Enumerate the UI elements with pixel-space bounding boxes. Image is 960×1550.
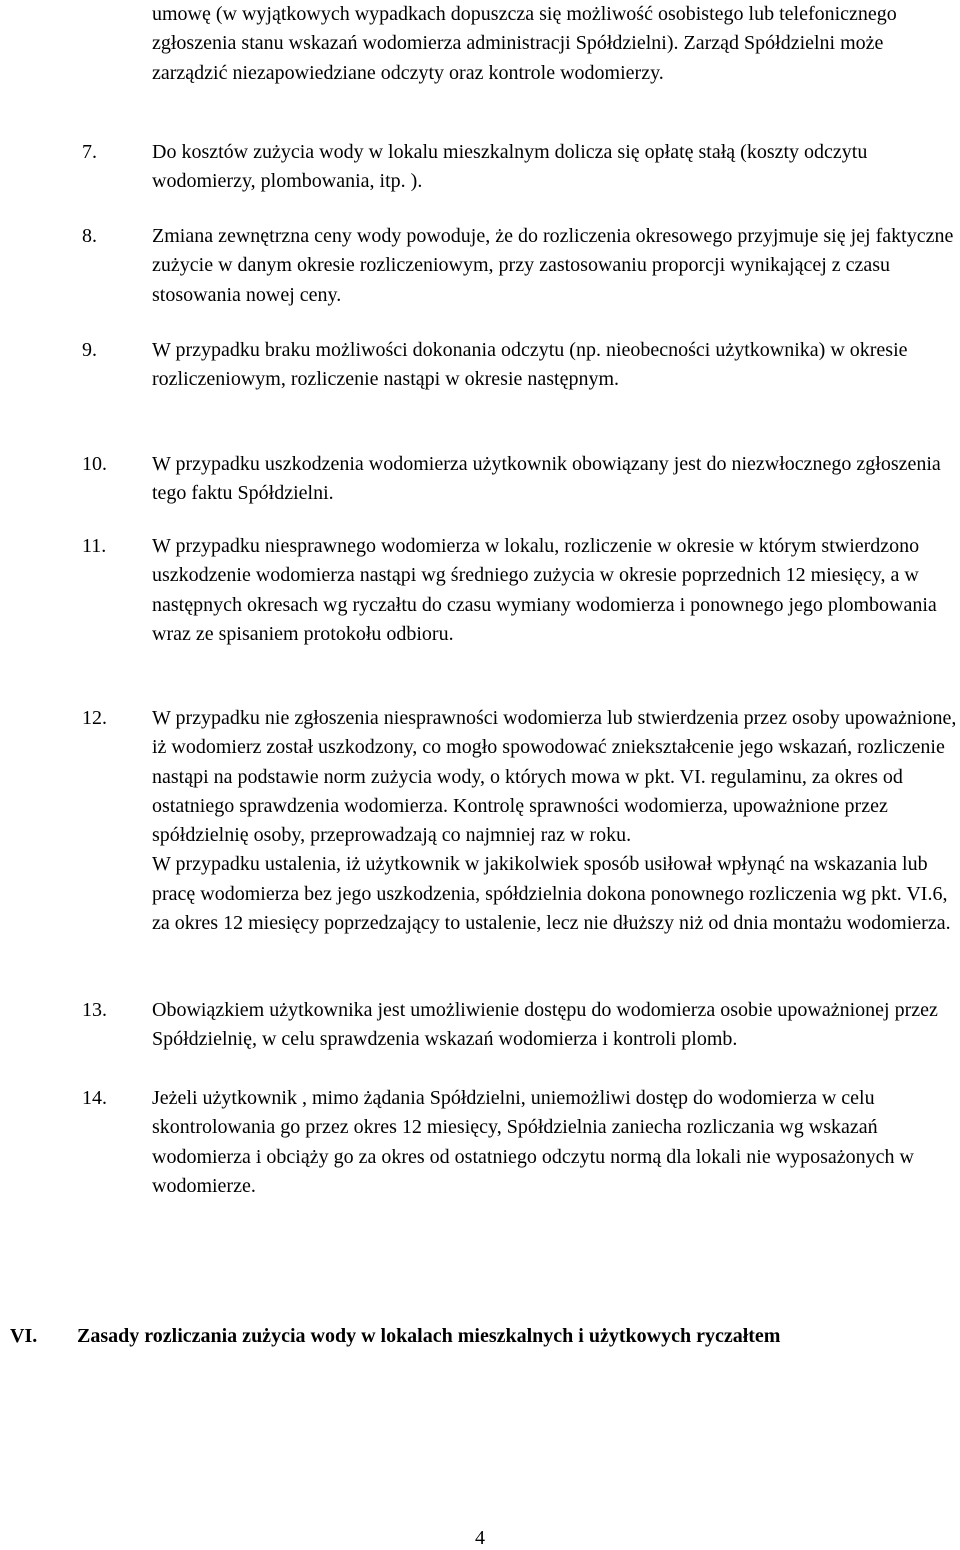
list-item-text-continued: W przypadku ustalenia, iż użytkownik w jakikolwiek sposób usiłował wpłynąć na wskazania lub pracę wodomierza bez jego uszkodzenia, spółdzielnia dokona ponownego rozliczenia wg pkt. VI.6, za okres 12 miesięcy poprzedzający to ustalenie, lecz nie dłuższy niż od dnia montażu wodomierza. <box>152 853 951 935</box>
list-number: 14. <box>82 1087 107 1109</box>
page-number: 4 <box>475 1527 485 1549</box>
list-item-10 <box>82 450 960 509</box>
list-item-text: Do kosztów zużycia wody w lokalu mieszkalnym dolicza się opłatę stałą (koszty odczytu wodomierzy, plombowania, itp. ). <box>152 141 868 193</box>
list-item-7 <box>82 138 960 197</box>
list-number: 7. <box>82 141 97 163</box>
paragraph-text: umowę (w wyjątkowych wypadkach dopuszcza się możliwość osobistego lub telefonicznego zgłoszenia stanu wskazań wodomierza administracji Spółdzielni). Zarząd Spółdzielni może zarządzić niezapowiedziane odczyty oraz kontrole wodomierzy. <box>152 3 897 84</box>
list-item-9 <box>82 336 960 395</box>
list-number: 11. <box>82 535 107 557</box>
list-item-12 <box>82 704 960 938</box>
list-number: 8. <box>82 225 97 247</box>
list-item-text: Zmiana zewnętrzna ceny wody powoduje, że do rozliczenia okresowego przyjmuje się jej faktyczne zużycie w danym okresie rozliczeniowym, przy zastosowaniu proporcji wynikającej z czasu stosowania nowej ceny. <box>152 225 954 306</box>
paragraph-continuation <box>152 0 960 88</box>
list-item-text: Obowiązkiem użytkownika jest umożliwienie dostępu do wodomierza osobie upoważnionej przez Spółdzielnię, w celu sprawdzenia wskazań wodomierza i kontroli plomb. <box>152 999 938 1051</box>
list-number: 10. <box>82 453 107 475</box>
list-number: 12. <box>82 707 107 729</box>
list-item-text: W przypadku nie zgłoszenia niesprawności wodomierza lub stwierdzenia przez osoby upoważnione, iż wodomierz został uszkodzony, co mogło spowodować zniekształcenie jego wskazań, rozliczenie nastąpi na podstawie norm zużycia wody, o których mowa w pkt. VI. regulaminu, za okres od ostatniego sprawdzenia wodomierza. Kontrolę sprawności wodomierza, upoważnione przez spółdzielnię osoby, przeprowadzają co najmniej raz w roku. <box>152 707 957 847</box>
list-item-14 <box>82 1084 960 1201</box>
list-item-8 <box>82 222 960 310</box>
list-item-text: W przypadku niesprawnego wodomierza w lokalu, rozliczenie w okresie w którym stwierdzono uszkodzenie wodomierza nastąpi wg średniego zużycia w okresie poprzednich 12 miesięcy, a w następnych okresach wg ryczałtu do czasu wymiany wodomierza i ponownego jego plombowania wraz ze spisaniem protokołu odbioru. <box>152 535 937 645</box>
list-item-13 <box>82 996 960 1055</box>
list-item-11 <box>82 532 960 649</box>
section-title: Zasady rozliczania zużycia wody w lokalach mieszkalnych i użytkowych ryczałtem <box>77 1325 781 1347</box>
list-item-text: W przypadku braku możliwości dokonania odczytu (np. nieobecności użytkownika) w okresie rozliczeniowym, rozliczenie nastąpi w okresie następnym. <box>152 339 908 391</box>
list-item-text: Jeżeli użytkownik , mimo żądania Spółdzielni, uniemożliwi dostęp do wodomierza w celu skontrolowania go przez okres 12 miesięcy, Spółdzielnia zaniecha rozliczania wg wskazań wodomierza i obciąży go za okres od ostatniego odczytu normą dla lokali nie wyposażonych w wodomierze. <box>152 1087 914 1197</box>
section-number: VI. <box>10 1325 38 1347</box>
list-number: 13. <box>82 999 107 1021</box>
list-item-text: W przypadku uszkodzenia wodomierza użytkownik obowiązany jest do niezwłocznego zgłoszenia tego faktu Spółdzielni. <box>152 453 941 505</box>
list-number: 9. <box>82 339 97 361</box>
